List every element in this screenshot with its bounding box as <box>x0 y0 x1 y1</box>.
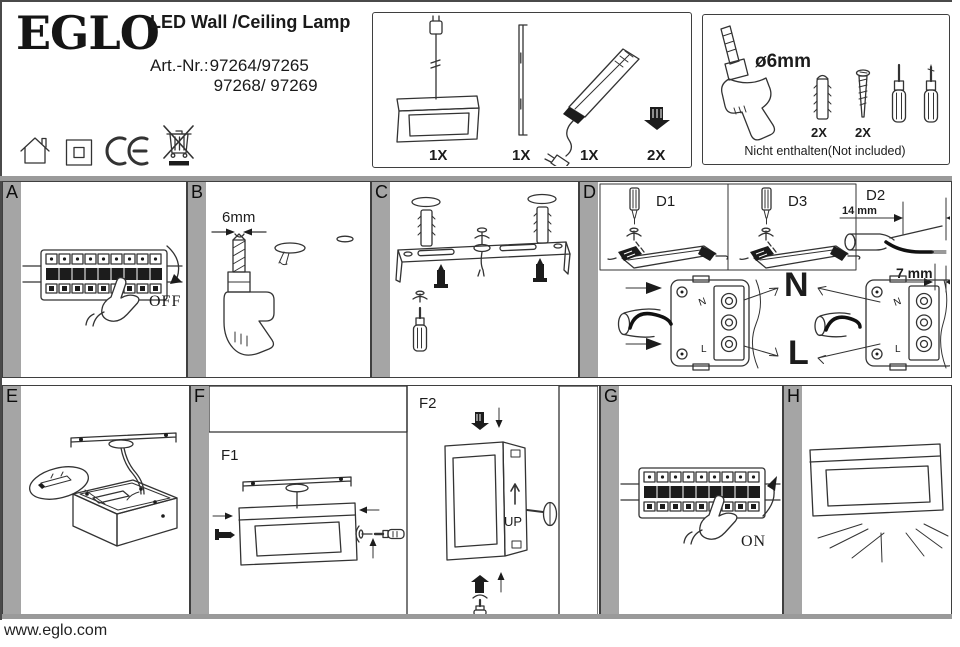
flat-screwdriver-icon <box>893 65 906 122</box>
screwdriver-icon <box>413 291 427 351</box>
wiring-illustration <box>598 182 950 376</box>
panel-e-hang-base-step <box>2 385 190 618</box>
terminal-block-right <box>815 276 950 370</box>
suspension-cable <box>121 448 144 494</box>
d3-label: D3 <box>788 193 808 210</box>
panel-a-label: A <box>3 182 21 377</box>
panel-g-power-on-step <box>600 385 783 618</box>
bottom-divider <box>2 614 952 619</box>
header-divider <box>0 176 952 181</box>
lamp-item <box>397 16 479 142</box>
panel-b-label: B <box>188 182 206 377</box>
dim-14mm: 14 mm <box>842 205 877 217</box>
drill-dim-label: 6mm <box>222 209 256 226</box>
mounting-screw-icon <box>857 70 870 117</box>
wall-hatch <box>559 386 598 615</box>
ceiling-hatch <box>209 386 407 432</box>
drill-icon <box>224 234 274 355</box>
panel-h-finished-step <box>783 385 952 618</box>
terminal-block-left <box>619 276 761 370</box>
indoor-use-house-icon <box>18 134 54 168</box>
top-rule <box>0 0 952 2</box>
f2-wall-mount <box>445 408 557 615</box>
live-label: L <box>788 334 809 372</box>
neutral-label: N <box>784 266 809 304</box>
wall-anchors <box>418 207 551 246</box>
lamp-base-box <box>73 480 177 546</box>
dim-7mm: 7 mm <box>896 265 933 281</box>
screw-item <box>644 107 670 130</box>
panel-f-label: F <box>191 386 209 617</box>
weee-bin-icon <box>160 120 200 168</box>
not-included-note: Nicht enthalten(Not included) <box>744 144 906 158</box>
panel-h-label: H <box>784 386 802 617</box>
phillips-screwdriver-icon <box>925 65 938 122</box>
drilling-illustration <box>206 182 369 375</box>
screw-qty: 2X <box>647 147 666 164</box>
driver-qty: 1X <box>580 147 599 164</box>
panel-b-drill-step <box>187 181 371 378</box>
tools-not-included-box <box>702 14 950 165</box>
drill-icon <box>721 26 774 140</box>
double-insulation-icon <box>64 136 94 168</box>
website-url: www.eglo.com <box>4 622 108 639</box>
article-numbers-1: 97264/97265 <box>209 56 309 75</box>
d1-label: D1 <box>656 193 676 210</box>
product-title: LED Wall /Ceiling Lamp <box>150 12 351 32</box>
base-hanging-illustration <box>21 386 188 615</box>
lamp-qty: 1X <box>429 147 448 164</box>
bracket-item <box>519 25 527 135</box>
tools-illustration <box>703 15 948 163</box>
panel-e-label: E <box>3 386 21 617</box>
f1-ceiling-mount <box>213 477 404 565</box>
d2-label: D2 <box>866 187 886 204</box>
breaker-off-illustration <box>21 182 185 375</box>
included-parts-illustration <box>373 13 690 166</box>
bracket-mounting-illustration <box>390 182 577 375</box>
terminal-l-mark-right: L <box>895 344 901 355</box>
terminal-n-mark-right: N <box>892 296 903 309</box>
f2-label: F2 <box>419 395 437 412</box>
up-label: UP <box>504 514 523 529</box>
eglo-logo: EGLO <box>16 6 159 60</box>
anchor-qty: 2X <box>811 125 827 140</box>
panel-d-label: D <box>580 182 598 377</box>
included-parts-box <box>372 12 692 168</box>
on-label: ON <box>741 533 767 550</box>
panel-f-fixing-step <box>190 385 600 618</box>
f1-label: F1 <box>221 447 239 464</box>
panel-c-label: C <box>372 182 390 377</box>
ceiling-holes <box>275 236 353 264</box>
bracket-screws <box>434 258 547 288</box>
breaker-on-illustration <box>619 386 781 615</box>
drill-diameter: ø6mm <box>755 51 811 72</box>
article-number <box>150 56 318 96</box>
terminal-l-mark: L <box>701 344 707 355</box>
ceiling-bracket <box>71 433 176 448</box>
light-rays <box>818 524 948 562</box>
panel-g-label: G <box>601 386 619 617</box>
lamp-lit-illustration <box>802 386 950 615</box>
tool-screw-qty: 2X <box>855 125 871 140</box>
wall-anchor-icon <box>814 76 831 120</box>
mounted-lamp <box>810 444 943 516</box>
ce-mark-icon <box>104 134 150 168</box>
article-label: Art.-Nr.: <box>150 56 209 75</box>
terminal-n-mark: N <box>697 296 708 309</box>
panel-a-power-off-step <box>2 181 187 378</box>
article-numbers-2: 97268/ 97269 <box>213 76 318 95</box>
off-label: OFF <box>149 293 182 310</box>
panel-d-wiring-step <box>579 181 952 378</box>
certification-icons <box>18 120 200 168</box>
bracket-qty: 1X <box>512 147 531 164</box>
fixing-illustration <box>209 386 598 615</box>
panel-c-bracket-step <box>371 181 579 378</box>
center-screw-and-wire <box>474 228 490 276</box>
